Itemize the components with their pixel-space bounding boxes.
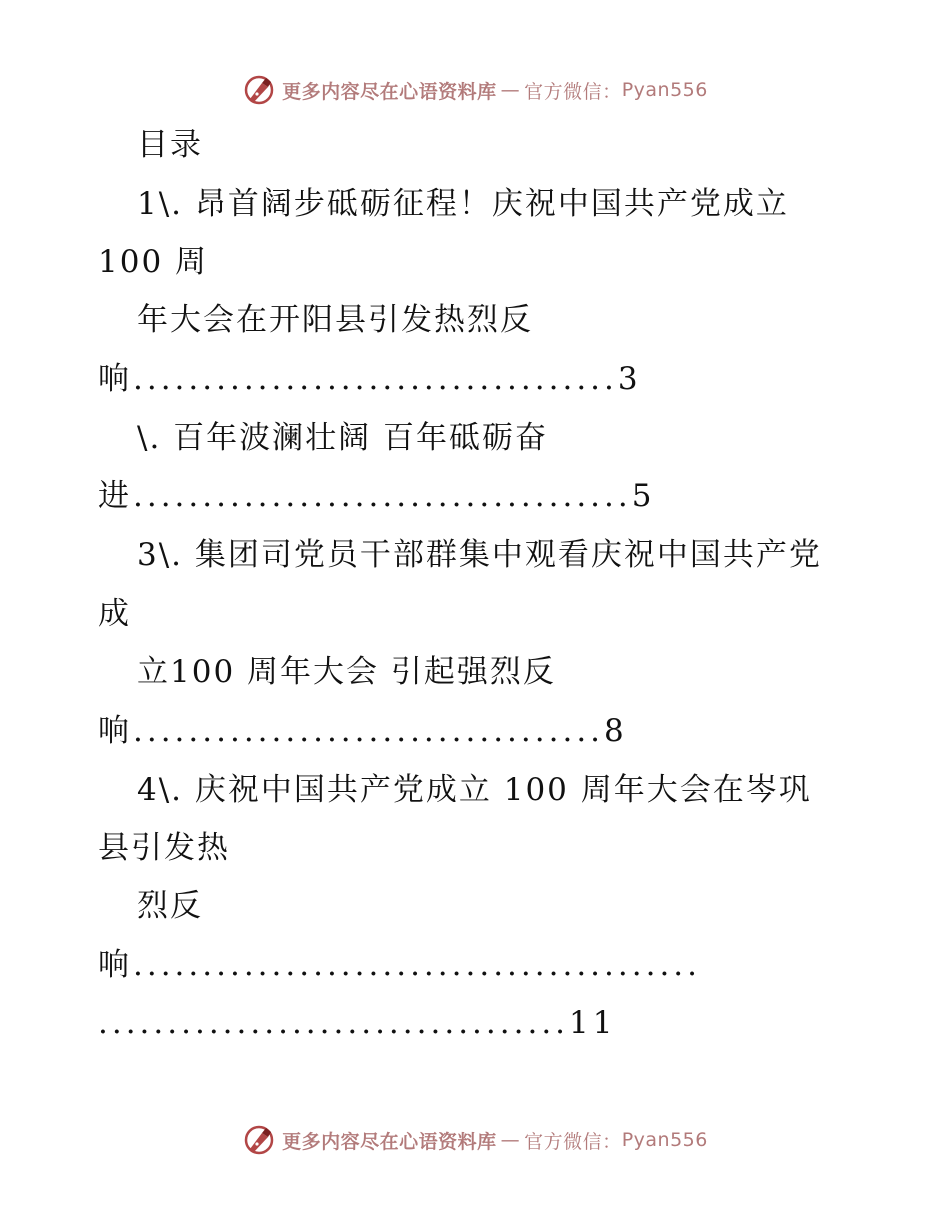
toc-line: 烈反 — [137, 888, 203, 924]
watermark-main-text: 更多内容尽在心语资料库 — [282, 80, 497, 103]
toc-line: 响......................................... — [98, 947, 702, 983]
fountain-pen-logo-icon — [242, 73, 276, 107]
watermark-main-text: 更多内容尽在心语资料库 — [282, 1130, 497, 1153]
watermark-separator: — — [500, 79, 521, 101]
toc-line: ..................................11 — [98, 1005, 617, 1041]
toc-line: 响..................................8 — [98, 713, 628, 749]
toc-line: 100 周 — [98, 244, 209, 280]
toc-line: 进....................................5 — [98, 478, 656, 514]
watermark-wechat-id: Pyan556 — [621, 1129, 708, 1151]
toc-line: 县引发热 — [98, 830, 230, 866]
watermark-wechat-label: 官方微信： — [524, 80, 622, 103]
toc-line: 年大会在开阳县引发热烈反 — [137, 302, 533, 338]
toc-title: 目录 — [137, 127, 203, 163]
toc-line: 立100 周年大会 引起强烈反 — [137, 654, 556, 690]
watermark-wechat-label: 官方微信： — [524, 1130, 622, 1153]
toc-line: \. 百年波澜壮阔 百年砥砺奋 — [137, 420, 549, 456]
toc-line: 1\. 昂首阔步砥砺征程！庆祝中国共产党成立 — [137, 186, 789, 222]
toc-line: 响...................................3 — [98, 361, 642, 397]
toc-line: 4\. 庆祝中国共产党成立 100 周年大会在岑巩 — [137, 772, 812, 808]
toc-line: 3\. 集团司党员干部群集中观看庆祝中国共产党 — [137, 537, 822, 573]
toc-line: 成 — [98, 596, 131, 632]
watermark-separator: — — [500, 1129, 521, 1151]
watermark-wechat-id: Pyan556 — [621, 79, 708, 101]
watermark-banner-bottom — [0, 1120, 950, 1160]
fountain-pen-logo-icon — [242, 1123, 276, 1157]
watermark-banner-top — [0, 70, 950, 110]
